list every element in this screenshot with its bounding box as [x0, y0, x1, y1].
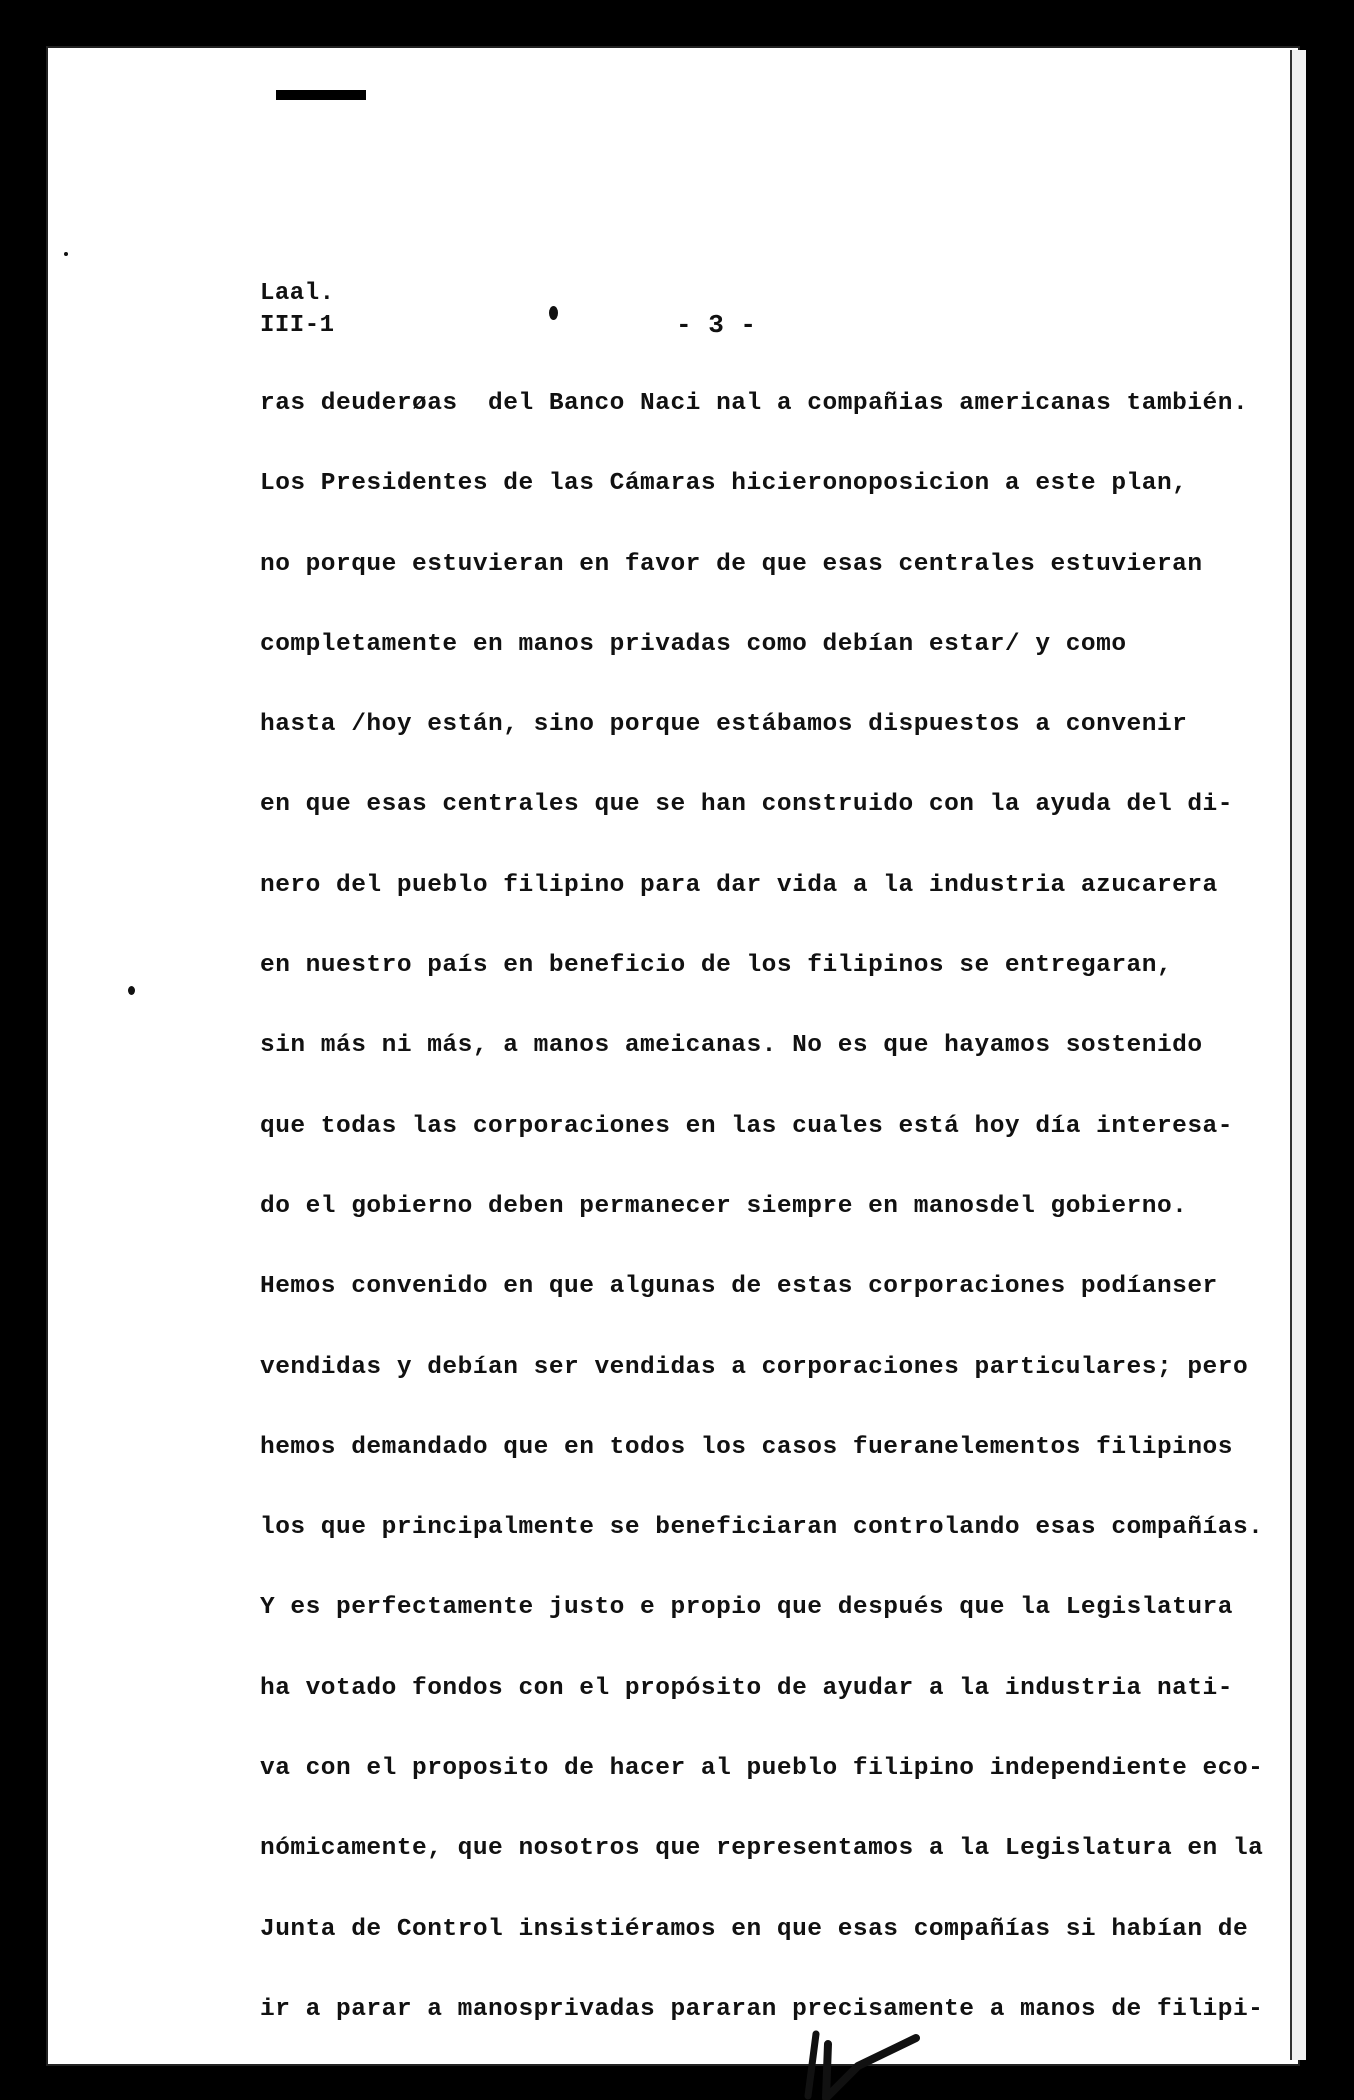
text-line: va con el proposito de hacer al pueblo filipino independiente eco- — [260, 1755, 1264, 1783]
text-line: Hemos convenido en que algunas de estas corporaciones podíanser — [260, 1273, 1218, 1301]
text-line: ras deuderøas del Banco Naci nal a compañias americanas también. — [260, 390, 1249, 417]
author-initials: Laal. — [260, 280, 335, 307]
text-line: sin más ni más, a manos ameicanas. No es que hayamos sostenido — [260, 1032, 1203, 1060]
text-line: hemos demandado que en todos los casos fueranelementos filipinos — [260, 1433, 1233, 1461]
scan-speck — [64, 252, 68, 256]
section-reference: III-1 — [260, 312, 335, 339]
body-text — [260, 384, 1310, 2070]
text-line: hasta /hoy están, sino porque estábamos dispuestos a convenir — [260, 711, 1188, 739]
text-line: que todas las corporaciones en las cuales está hoy día interesa- — [260, 1112, 1233, 1140]
page-number: - 3 - — [676, 310, 757, 340]
scan-speck — [128, 986, 135, 995]
page-header-left — [260, 278, 335, 342]
text-line: nómicamente, que nosotros que representamos a la Legislatura en la — [260, 1835, 1264, 1863]
scan-speck — [549, 306, 558, 320]
text-line: ha votado fondos con el propósito de ayudar a la industria nati- — [260, 1674, 1233, 1702]
text-line: los que principalmente se beneficiaran controlando esas compañías. — [260, 1514, 1264, 1542]
handwritten-mark — [798, 2026, 928, 2100]
page-right-edge — [1290, 50, 1306, 2060]
typewritten-page — [46, 46, 1300, 2066]
top-edge-tear — [276, 90, 366, 100]
text-line: en que esas centrales que se han construido con la ayuda del di- — [260, 791, 1233, 819]
text-line: Junta de Control insistiéramos en que esas compañías si habían de — [260, 1915, 1249, 1943]
text-line: Los Presidentes de las Cámaras hicieronoposicion a este plan, — [260, 470, 1188, 498]
text-line: vendidas y debían ser vendidas a corporaciones particulares; pero — [260, 1353, 1249, 1381]
text-line: Y es perfectamente justo e propio que después que la Legislatura — [260, 1594, 1233, 1622]
text-line: ir a parar a manosprivadas pararan precisamente a manos de filipi- — [260, 1995, 1264, 2023]
text-line: do el gobierno deben permanecer siempre en manosdel gobierno. — [260, 1192, 1188, 1220]
text-line: nero del pueblo filipino para dar vida a la industria azucarera — [260, 871, 1218, 899]
text-line: completamente en manos privadas como debían estar/ y como — [260, 630, 1127, 658]
text-line: en nuestro país en beneficio de los filipinos se entregaran, — [260, 952, 1173, 980]
text-line: no porque estuvieran en favor de que esas centrales estuvieran — [260, 550, 1203, 578]
